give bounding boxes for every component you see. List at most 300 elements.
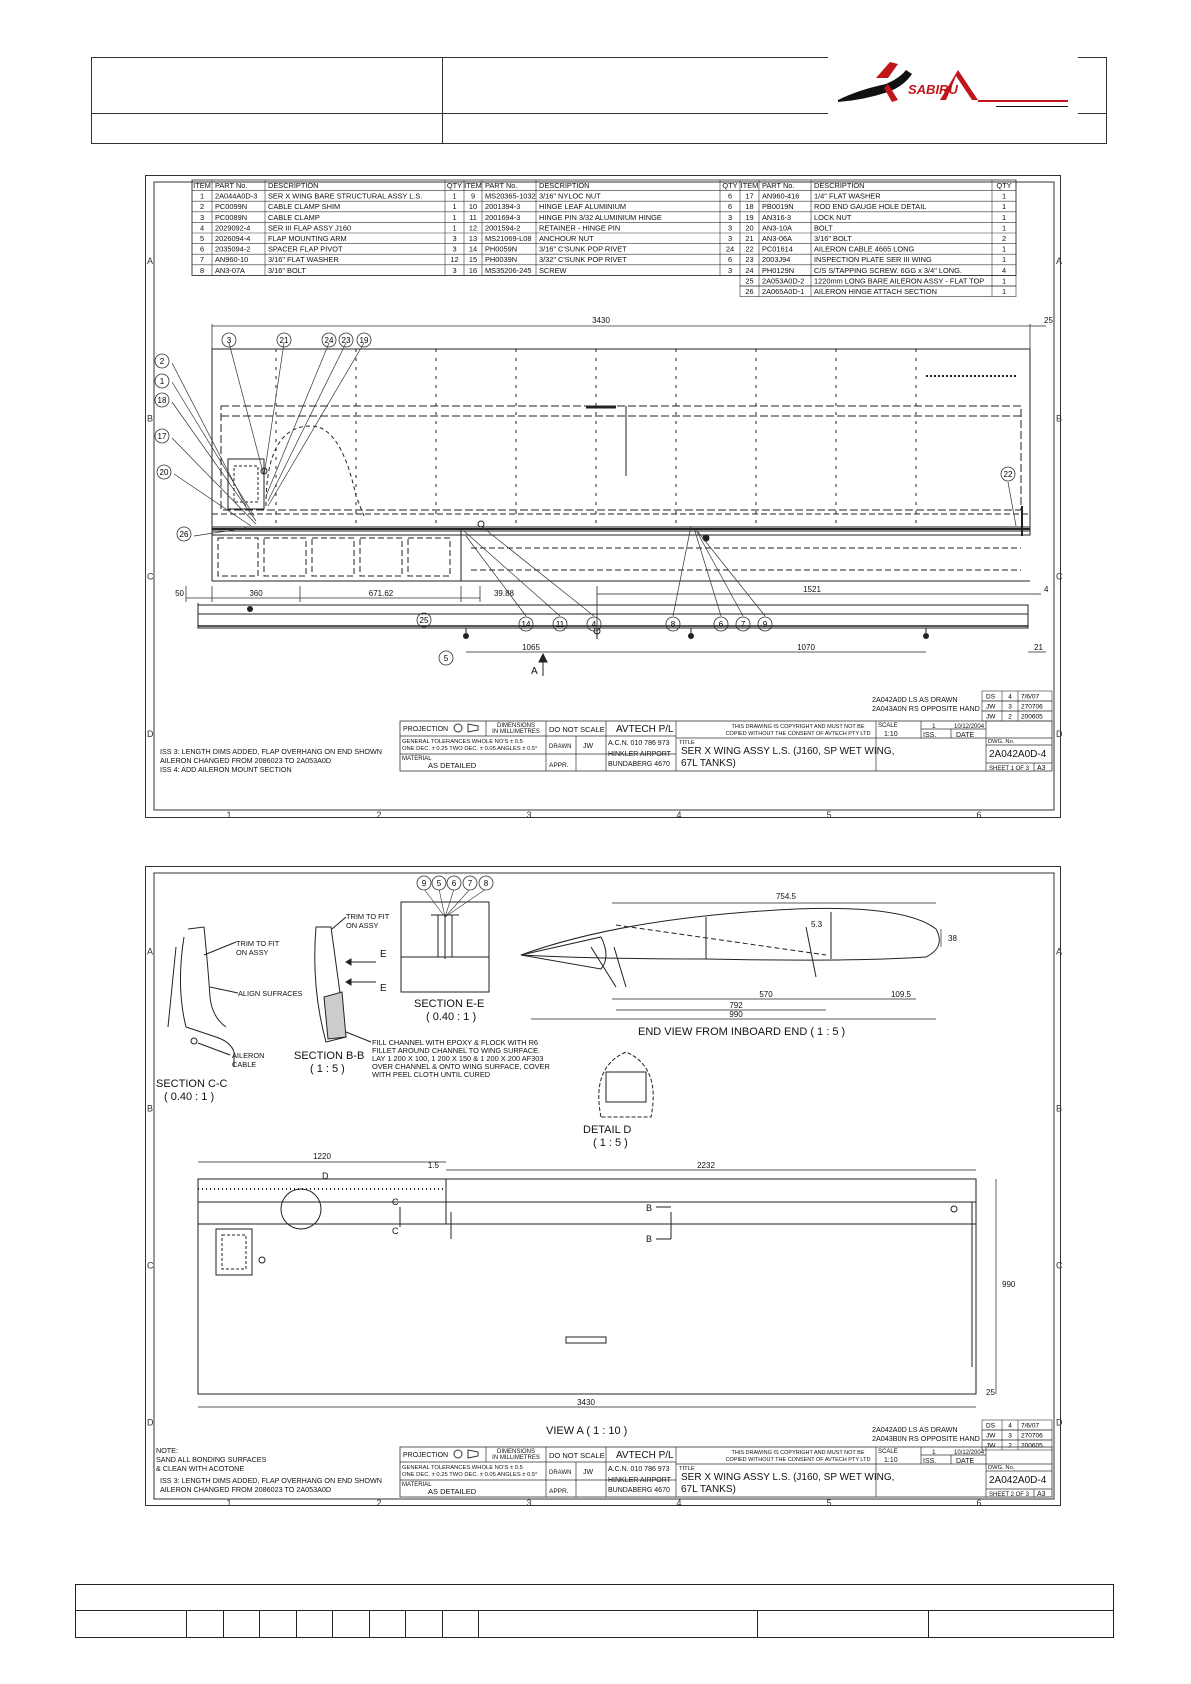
table-header: PART No. xyxy=(215,181,248,190)
table-cell: 18 xyxy=(745,202,754,212)
tb-copy-2: COPIED WITHOUT THE CONSENT OF AVTECH PTY LTD xyxy=(725,731,871,737)
balloon-number: 5 xyxy=(436,879,442,888)
tb-appr: APPR. xyxy=(549,762,569,769)
dim-1-5: 1.5 xyxy=(427,1161,439,1170)
balloon-number: 6 xyxy=(718,620,724,629)
dim-21: 21 xyxy=(1034,643,1043,652)
rev-date: 7/6/07 xyxy=(1021,693,1040,701)
balloon-number: 21 xyxy=(279,336,289,345)
rev-by: JW xyxy=(986,1442,996,1450)
table-cell: PC0099N xyxy=(215,202,248,212)
grid-col-label: 1 xyxy=(226,1498,232,1507)
table-cell: FLAP MOUNTING ARM xyxy=(268,234,347,243)
table-cell: 2A053A0D-2 xyxy=(762,276,805,286)
table-cell: 3/16" C'SUNK POP RIVET xyxy=(539,244,627,254)
tb-tol-1: GENERAL TOLERANCES WHOLE NO'S ± 0.5 xyxy=(402,1465,523,1471)
view-a-b-bottom: B xyxy=(646,1234,653,1244)
table-cell: 2001694-3 xyxy=(485,212,521,222)
grid-row-label: B xyxy=(1056,413,1062,424)
sheet1-note-2: AILERON CHANGED FROM 2086023 TO 2A053A0D xyxy=(160,756,332,765)
sheet1-hand-note-2: 2A043A0N RS OPPOSITE HAND xyxy=(872,704,980,713)
tb-drawn-by: JW xyxy=(583,1469,594,1476)
tb-company: AVTECH P/L xyxy=(616,1450,674,1461)
grid-col-label: 4 xyxy=(676,1498,682,1507)
sec-b-e-bottom: E xyxy=(380,983,387,994)
rev-by: JW xyxy=(986,713,996,721)
balloon-number: 19 xyxy=(359,336,369,345)
table-cell: 21 xyxy=(745,234,754,243)
section-c-title: SECTION C-C xyxy=(156,1078,228,1090)
logo-text: SABIRU xyxy=(908,82,958,97)
table-cell: 2001594-2 xyxy=(485,223,521,233)
balloon-number: 1 xyxy=(159,377,165,386)
table-cell: HINGE PIN 3/32 ALUMINIUM HINGE xyxy=(539,212,662,222)
rev-iss: 3 xyxy=(1008,703,1012,711)
end-view-title: END VIEW FROM INBOARD END ( 1 : 5 ) xyxy=(638,1026,846,1038)
table-cell: 19 xyxy=(745,212,754,222)
table-header: DESCRIPTION xyxy=(539,181,590,190)
table-cell: 1 xyxy=(1001,212,1007,222)
table-header: ITEM xyxy=(193,181,211,190)
tb-size: A3 xyxy=(1037,765,1046,772)
table-cell: 2 xyxy=(1001,234,1007,243)
table-cell: 25 xyxy=(745,276,754,286)
section-e-scale: ( 0.40 : 1 ) xyxy=(426,1011,477,1023)
table-cell: 8 xyxy=(199,265,205,275)
page-footer-box xyxy=(75,1584,1114,1638)
section-e-title: SECTION E-E xyxy=(414,998,485,1010)
table-cell: LOCK NUT xyxy=(814,212,852,222)
balloon-number: 26 xyxy=(179,530,189,539)
tb-title-2: 67L TANKS) xyxy=(681,1484,736,1495)
table-cell: 2A065A0D-1 xyxy=(762,287,805,296)
rev-date: 200605 xyxy=(1021,713,1043,721)
fill-note-1: FILL CHANNEL WITH EPOXY & FLOCK WITH R6 xyxy=(372,1038,539,1047)
tb-iss-val: 1 xyxy=(932,723,936,730)
tb-company: AVTECH P/L xyxy=(616,724,674,735)
revision-table-2 xyxy=(982,1420,1052,1450)
view-a-c-bottom: C xyxy=(392,1226,399,1236)
table-cell: 2001394-3 xyxy=(485,202,521,212)
grid-row-label: A xyxy=(147,946,154,957)
drawing-sheet-2 xyxy=(145,866,1061,1506)
balloon-number: 3 xyxy=(226,336,232,345)
grid-col-label: 2 xyxy=(376,810,382,819)
balloon-number: 14 xyxy=(521,620,531,629)
table-cell: 7 xyxy=(199,255,205,265)
tb-date: DATE xyxy=(956,732,975,739)
table-cell: SER III FLAP ASSY J160 xyxy=(268,223,352,233)
table-cell: 17 xyxy=(745,191,754,201)
rev-iss: 2 xyxy=(1008,713,1012,721)
table-cell: 1 xyxy=(452,223,457,233)
table-cell: 3 xyxy=(452,234,457,243)
view-a-plan xyxy=(198,1162,996,1407)
table-cell: 1220mm LONG BARE AILERON ASSY - FLAT TOP xyxy=(814,276,985,286)
dim-3430-b: 3430 xyxy=(577,1398,595,1407)
tb-copy-1: THIS DRAWING IS COPYRIGHT AND MUST NOT BE xyxy=(731,724,865,730)
table-cell: INSPECTION PLATE SER III WING xyxy=(814,255,932,265)
table-cell: 6 xyxy=(727,191,733,201)
sec-b-e-top: E xyxy=(380,949,387,960)
section-b-b xyxy=(315,917,376,1042)
balloon-number: 2 xyxy=(159,357,165,366)
table-cell: 3 xyxy=(727,265,733,275)
grid-col-label: 6 xyxy=(976,1498,982,1507)
table-cell: 3/16" BOLT xyxy=(268,265,306,275)
tb-scale: SCALE xyxy=(878,723,898,729)
tb-appr: APPR. xyxy=(549,1488,569,1495)
sheet1-hand-note-1: 2A042A0D LS AS DRAWN xyxy=(872,695,958,704)
table-cell: 4 xyxy=(199,223,205,233)
tb-dims-1: DIMENSIONS xyxy=(496,1449,536,1455)
table-cell: 1 xyxy=(452,212,457,222)
table-cell: 2026094-4 xyxy=(215,234,251,243)
balloon-number: 23 xyxy=(341,336,351,345)
sabiru-logo xyxy=(828,56,1078,116)
table-cell: 3/16" FLAT WASHER xyxy=(268,255,339,265)
table-cell: 2035094-2 xyxy=(215,244,251,254)
fill-note-3: LAY 1 200 X 100, 1 200 X 150 & 1 200 X 200 AF303 xyxy=(372,1054,544,1063)
tb-title-2: 67L TANKS) xyxy=(681,758,736,769)
table-cell: 3/16" NYLOC NUT xyxy=(539,191,601,201)
grid-col-label: 2 xyxy=(376,1498,382,1507)
table-cell: PC01614 xyxy=(762,244,793,254)
grid-row-label: C xyxy=(1056,571,1062,582)
table-cell: 12 xyxy=(468,223,478,233)
tb-addr-1: HINKLER AIRPORT xyxy=(608,751,671,758)
table-cell: 1 xyxy=(1001,191,1007,201)
balloon-number: 9 xyxy=(421,879,427,888)
grid-col-label: 3 xyxy=(526,810,532,819)
tb-dwg-label: DWG. No. xyxy=(988,739,1015,745)
tb-dwg-number: 2A042A0D-4 xyxy=(989,749,1047,760)
tb-iss: ISS. xyxy=(923,732,937,739)
table-cell: 3 xyxy=(727,212,733,222)
rev-by: DS xyxy=(986,1422,996,1430)
tb-tol-2: ONE DEC. ± 0.25 TWO DEC. ± 0.05 ANGLES ± 0.5° xyxy=(402,746,538,752)
table-cell: MS21069-L08 xyxy=(485,234,532,243)
table-cell: CABLE CLAMP xyxy=(268,212,320,222)
view-a-d: D xyxy=(322,1171,329,1181)
dim-1070: 1070 xyxy=(797,643,815,652)
balloon-number: 11 xyxy=(555,620,565,629)
table-cell: 12 xyxy=(450,255,459,265)
table-cell: PC0089N xyxy=(215,212,248,222)
balloon-number: 7 xyxy=(467,879,473,888)
grid-row-label: D xyxy=(1056,1417,1062,1428)
table-cell: AN3-06A xyxy=(762,234,792,243)
table-cell: 1 xyxy=(1001,223,1007,233)
wing-side-view xyxy=(198,586,1046,676)
table-header: ITEM xyxy=(740,181,759,190)
sheet2-iss-2: AILERON CHANGED FROM 2086023 TO 2A053A0D xyxy=(160,1485,332,1494)
view-a-c-top: C xyxy=(392,1197,399,1207)
table-cell: C/S S/TAPPING SCREW. 6GG x 3/4" LONG. xyxy=(814,265,962,275)
table-cell: AILERON CABLE 4665 LONG xyxy=(814,244,915,254)
grid-col-label: 5 xyxy=(826,810,832,819)
balloon-callouts xyxy=(155,333,1015,665)
section-c-c xyxy=(168,927,238,1067)
rev-date: 200605 xyxy=(1021,1442,1043,1450)
sheet2-hand-note-1: 2A042A0D LS AS DRAWN xyxy=(872,1425,958,1434)
grid-row-label: D xyxy=(1056,729,1062,740)
drawing-sheet-1 xyxy=(145,175,1061,818)
dim-5-3: 5.3 xyxy=(811,920,823,929)
tb-acn: A.C.N. 010 786 973 xyxy=(608,740,670,747)
tb-title-label: TITLE xyxy=(679,740,695,746)
dim-1521: 1521 xyxy=(803,585,821,594)
dim-792: 792 xyxy=(729,1001,743,1010)
dim-1065: 1065 xyxy=(522,643,540,652)
table-cell: SER X WING BARE STRUCTURAL ASSY L.S. xyxy=(268,191,423,201)
rev-iss: 4 xyxy=(1008,1422,1012,1430)
table-cell: SCREW xyxy=(539,265,567,275)
tb-do-not-scale: DO NOT SCALE xyxy=(549,1451,605,1460)
table-cell: HINGE LEAF ALUMINIUM xyxy=(539,202,627,212)
balloon-number: 17 xyxy=(157,432,167,441)
table-cell: 2A044A0D-3 xyxy=(215,191,258,201)
dim-25: 25 xyxy=(1044,316,1053,325)
tb-iss: ISS. xyxy=(923,1458,937,1465)
tb-addr-1: HINKLER AIRPORT xyxy=(608,1477,671,1484)
tb-drawn: DRAWN xyxy=(549,1470,572,1476)
dim-990b: 990 xyxy=(1002,1280,1016,1289)
tb-material: MATERIAL xyxy=(402,756,432,762)
table-cell: AN960-416 xyxy=(762,191,800,201)
tb-scale-val: 1:10 xyxy=(884,1457,898,1464)
wing-plan-view xyxy=(212,349,1030,581)
table-cell: 15 xyxy=(468,255,478,265)
rev-date: 270706 xyxy=(1021,703,1043,711)
table-cell: 13 xyxy=(468,234,478,243)
table-cell: 6 xyxy=(199,244,205,254)
balloon-number: 6 xyxy=(451,879,457,888)
grid-row-label: A xyxy=(1056,946,1062,957)
tb-sheet-no: SHEET 2 OF 3 xyxy=(989,1492,1029,1498)
table-cell: 14 xyxy=(468,244,478,254)
grid-row-label: A xyxy=(147,255,154,266)
tb-sheet-no: SHEET 1 OF 3 xyxy=(989,766,1029,772)
table-header: QTY xyxy=(722,181,738,190)
sheet1-note-1: ISS 3: LENGTH DIMS ADDED, FLAP OVERHANG ON END SHOWN xyxy=(160,747,382,756)
grid-row-label: B xyxy=(1056,1103,1062,1114)
dim-671: 671.62 xyxy=(368,589,394,598)
dim-2232: 2232 xyxy=(697,1161,715,1170)
tb-dims-2: IN MILLIMETRES xyxy=(492,729,540,735)
grid-row-label: C xyxy=(1056,1260,1062,1271)
rev-by: DS xyxy=(986,693,996,701)
grid-row-label: B xyxy=(147,413,154,424)
sec-c-aileron: AILERON xyxy=(232,1051,265,1060)
table-cell: 6 xyxy=(727,202,733,212)
table-cell: 3/16" BOLT xyxy=(814,234,852,243)
rev-by: JW xyxy=(986,1432,996,1440)
table-cell: 4 xyxy=(1001,265,1007,275)
tb-date: DATE xyxy=(956,1458,975,1465)
table-cell: 16 xyxy=(468,265,478,275)
note-line-2: & CLEAN WITH ACOTONE xyxy=(156,1464,245,1473)
tb-size: A3 xyxy=(1037,1491,1046,1498)
table-cell: ANCHOUR NUT xyxy=(539,234,594,243)
tb-addr-2: BUNDABERG 4670 xyxy=(608,1487,670,1494)
balloon-number: 18 xyxy=(157,396,167,405)
table-cell: 1/4" FLAT WASHER xyxy=(814,191,881,201)
rev-date: 270706 xyxy=(1021,1432,1043,1440)
table-header: DESCRIPTION xyxy=(268,181,319,190)
rev-date: 7/6/07 xyxy=(1021,1422,1040,1430)
table-cell: 2003J94 xyxy=(762,255,791,265)
balloon-number: 8 xyxy=(670,620,676,629)
table-cell: 3 xyxy=(452,265,457,275)
tb-acn: A.C.N. 010 786 973 xyxy=(608,1466,670,1473)
section-e-e xyxy=(401,902,489,992)
table-cell: AILERON HINGE ATTACH SECTION xyxy=(814,287,937,296)
balloon-number: 25 xyxy=(419,616,429,625)
table-cell: 22 xyxy=(745,244,754,254)
table-cell: 3 xyxy=(452,244,457,254)
balloon-number: 22 xyxy=(1003,470,1013,479)
tb-scale-val: 1:10 xyxy=(884,731,898,738)
table-cell: 6 xyxy=(727,255,733,265)
tb-title-label: TITLE xyxy=(679,1466,695,1472)
table-cell: MS20365-1032 xyxy=(485,191,536,201)
table-cell: ROD END GAUGE HOLE DETAIL xyxy=(814,202,927,212)
sheet2-iss-1: ISS 3: LENGTH DIMS ADDED, FLAP OVERHANG ON END SHOWN xyxy=(160,1476,382,1485)
table-cell: PH0059N xyxy=(485,244,518,254)
sec-c-align: ALIGN SUFRACES xyxy=(238,989,303,998)
title-block xyxy=(400,721,1052,772)
grid-col-label: 6 xyxy=(976,810,982,819)
table-cell: 10 xyxy=(468,202,478,212)
tb-material: MATERIAL xyxy=(402,1482,432,1488)
tb-do-not-scale: DO NOT SCALE xyxy=(549,725,605,734)
tb-copy-1: THIS DRAWING IS COPYRIGHT AND MUST NOT BE xyxy=(731,1450,865,1456)
dim-570: 570 xyxy=(759,990,773,999)
dim-360: 360 xyxy=(249,589,263,598)
balloon-number: 8 xyxy=(483,879,489,888)
tb-addr-2: BUNDABERG 4670 xyxy=(608,761,670,768)
grid-col-label: 1 xyxy=(226,810,232,819)
table-header: PART No. xyxy=(762,181,795,190)
table-cell: PH0039N xyxy=(485,255,518,265)
balloon-number: 4 xyxy=(591,620,597,629)
table-cell: BOLT xyxy=(814,223,833,233)
detail-d-title: DETAIL D xyxy=(583,1124,632,1136)
sheet2-hand-note-2: 2A043B0N RS OPPOSITE HAND xyxy=(872,1434,980,1443)
table-cell: SPACER FLAP PIVOT xyxy=(268,244,343,254)
revision-table xyxy=(982,691,1052,721)
balloon-number: 24 xyxy=(324,336,334,345)
table-cell: 1 xyxy=(1001,255,1007,265)
table-cell: 3 xyxy=(727,234,733,243)
tb-projection: PROJECTION xyxy=(403,726,449,733)
dim-25-b: 25 xyxy=(986,1388,995,1397)
rev-iss: 4 xyxy=(1008,693,1012,701)
table-cell: 1 xyxy=(1001,287,1007,296)
table-cell: AN960-10 xyxy=(215,255,249,265)
tb-tol-2: ONE DEC. ± 0.25 TWO DEC. ± 0.05 ANGLES ± 0.5° xyxy=(402,1472,538,1478)
table-header: DESCRIPTION xyxy=(814,181,865,190)
table-header: PART No. xyxy=(485,181,518,190)
tb-projection: PROJECTION xyxy=(403,1452,449,1459)
tb-dims-1: DIMENSIONS xyxy=(496,723,536,729)
section-b-title: SECTION B-B xyxy=(294,1050,365,1062)
grid-col-label: 4 xyxy=(676,810,682,819)
balloon-number: 20 xyxy=(159,468,169,477)
balloon-number: 5 xyxy=(443,654,449,663)
sheet1-note-3: ISS 4: ADD AILERON MOUNT SECTION xyxy=(160,765,292,774)
table-cell: 2 xyxy=(199,202,205,212)
table-cell: 1 xyxy=(1001,276,1007,286)
view-arrow-label: A xyxy=(531,666,538,677)
fill-note-4: OVER CHANNEL & ONTO WING SURFACE, COVER xyxy=(372,1062,550,1071)
table-cell: 24 xyxy=(725,244,735,254)
dim-109: 109.5 xyxy=(890,990,912,999)
sec-b-trim: TRIM TO FIT xyxy=(346,912,390,921)
table-cell: 1 xyxy=(1001,244,1007,254)
table-cell: 1 xyxy=(199,191,205,201)
table-cell: 1 xyxy=(452,202,457,212)
table-cell: 5 xyxy=(199,234,205,243)
table-cell: AN3-10A xyxy=(762,223,792,233)
section-e-balloons xyxy=(417,876,493,917)
rev-iss: 3 xyxy=(1008,1432,1012,1440)
tb-dims-2: IN MILLIMETRES xyxy=(492,1455,540,1461)
tb-material-val: AS DETAILED xyxy=(428,761,477,770)
dim-50: 50 xyxy=(175,589,184,598)
tb-iss-val: 1 xyxy=(932,1449,936,1456)
dim-1220: 1220 xyxy=(313,1152,331,1161)
title-block-2 xyxy=(400,1447,1052,1498)
section-b-scale: ( 1 : 5 ) xyxy=(310,1063,345,1075)
sec-b-trim-b: ON ASSY xyxy=(346,921,379,930)
table-cell: 24 xyxy=(745,265,754,275)
view-a-title: VIEW A ( 1 : 10 ) xyxy=(546,1425,628,1437)
dim-39: 39.88 xyxy=(493,589,515,598)
parts-list-table xyxy=(192,180,1016,297)
table-cell: 11 xyxy=(469,212,477,222)
table-cell: RETAINER - HINGE PIN xyxy=(539,223,621,233)
table-cell: 20 xyxy=(745,223,754,233)
sec-c-trim: TRIM TO FIT xyxy=(236,939,280,948)
table-cell: CABLE CLAMP SHIM xyxy=(268,202,341,212)
dim-754: 754.5 xyxy=(775,892,797,901)
tb-tol-1: GENERAL TOLERANCES WHOLE NO'S ± 0.5 xyxy=(402,739,523,745)
dim-4: 4 xyxy=(1044,585,1049,594)
grid-row-label: C xyxy=(147,571,154,582)
table-cell: 26 xyxy=(745,287,754,296)
tb-drawn: DRAWN xyxy=(549,744,572,750)
sec-c-trim-b: ON ASSY xyxy=(236,948,269,957)
tb-date-val: 10/12/2004 xyxy=(954,1450,985,1456)
rev-by: JW xyxy=(986,703,996,711)
tb-title-1: SER X WING ASSY L.S. (J160, SP WET WING, xyxy=(681,746,895,757)
dim-990: 990 xyxy=(729,1010,743,1019)
note-line-1: SAND ALL BONDING SURFACES xyxy=(156,1455,267,1464)
table-cell: 3 xyxy=(727,223,733,233)
dim-3430: 3430 xyxy=(592,316,610,325)
tb-title-1: SER X WING ASSY L.S. (J160, SP WET WING, xyxy=(681,1472,895,1483)
tb-dwg-label: DWG. No. xyxy=(988,1465,1015,1471)
tb-date-val: 10/12/2004 xyxy=(954,724,985,730)
fill-note-5: WITH PEEL CLOTH UNTIL CURED xyxy=(372,1070,491,1079)
view-a-b-top: B xyxy=(646,1203,653,1213)
fill-note-2: FILLET AROUND CHANNEL TO WING SURFACE. xyxy=(372,1046,541,1055)
table-cell: PB0019N xyxy=(762,202,794,212)
table-header: ITEM xyxy=(464,181,482,190)
table-cell: AN3-07A xyxy=(215,265,245,275)
